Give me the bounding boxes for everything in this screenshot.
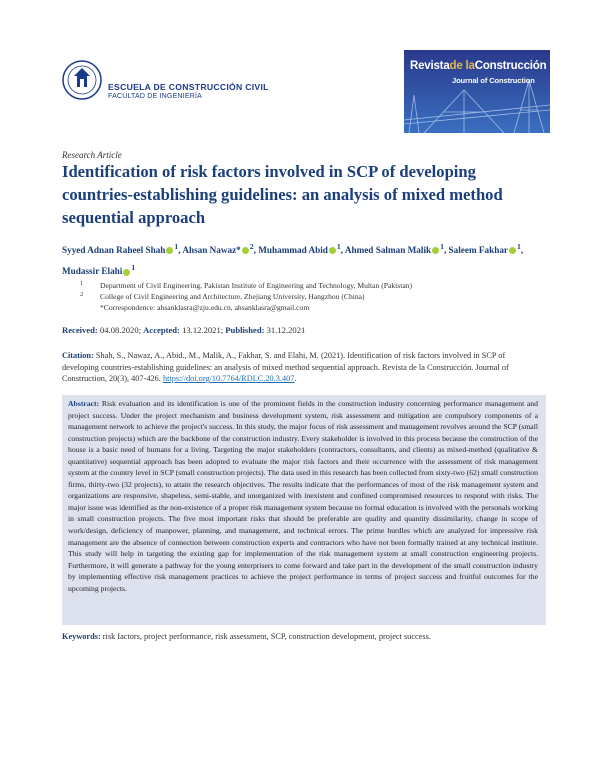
author-name[interactable]: Muhammad Abid xyxy=(258,245,328,256)
author-affiliation-mark: 1 xyxy=(440,242,444,251)
author-name[interactable]: Syyed Adnan Raheel Shah xyxy=(62,245,166,256)
keywords xyxy=(62,632,542,641)
journal-header xyxy=(0,0,600,140)
author-affiliation-mark: 1 xyxy=(517,242,521,251)
author-name[interactable]: Ahsan Nawaz* xyxy=(182,245,241,256)
published-label: Published: xyxy=(225,325,265,335)
received-date: 04.08.2020; xyxy=(99,325,142,335)
citation-text: Shah, S., Nawaz, A., Abid., M., Malik, A., Fakhar, S. and Elahi, M. (2021). Identification of risk factors involved in SCP of developing countries-establishing guidelines: an analysis of mixed method sequential approach. Revista de la Construcción. Journal of Construction, 20(3), 407-426. xyxy=(62,351,509,384)
orcid-icon[interactable] xyxy=(329,247,336,254)
keywords-label: Keywords: xyxy=(62,632,101,641)
author-affiliation-mark: 1 xyxy=(131,263,136,273)
affiliation-item xyxy=(80,291,550,302)
orcid-icon[interactable] xyxy=(509,247,516,254)
journal-title-b: de la xyxy=(449,60,475,72)
affiliation-text: Department of Civil Engineering, Pakistan Institute of Engineering and Technology, Multan (Pakistan) xyxy=(100,281,413,290)
orcid-icon[interactable] xyxy=(166,247,173,254)
doi-link[interactable]: https://doi.org/10.7764/RDLC.20.3.407 xyxy=(162,374,295,384)
faculty-name: FACULTAD DE INGENIERÍA xyxy=(108,93,202,100)
article-type: Research Article xyxy=(62,150,122,160)
affiliation-item xyxy=(80,280,550,291)
affiliation-text: College of Civil Engineering and Architecture, Zhejiang University, Hangzhou (China) xyxy=(100,292,365,301)
author-name[interactable]: Saleem Fakhar xyxy=(448,245,508,256)
abstract-label: Abstract: xyxy=(68,399,100,408)
university-seal-icon xyxy=(62,60,102,100)
abstract xyxy=(68,398,538,594)
author-affiliation-mark: 1 xyxy=(174,242,179,251)
accepted-date: 13.12.2021; xyxy=(182,325,224,335)
received-label: Received: xyxy=(62,325,98,335)
article-title: Identification of risk factors involved in SCP of developing countries-establishing guidelines: an analysis of mixed method sequential approach xyxy=(62,162,503,227)
orcid-icon[interactable] xyxy=(123,269,130,276)
citation-tail: . xyxy=(294,374,297,384)
author-affiliation-mark: 2 xyxy=(249,242,254,251)
citation-label: Citation: xyxy=(62,351,94,360)
keywords-text: risk factors, project performance, risk assessment, SCP, construction development, project success. xyxy=(102,632,431,641)
faculty-logo-text xyxy=(108,82,269,100)
author-name[interactable]: Mudassir Elahi xyxy=(62,266,123,277)
accepted-label: Accepted: xyxy=(143,325,180,335)
author-name[interactable]: Ahmed Salman Malik xyxy=(344,245,432,256)
affiliation-number: 1 xyxy=(80,280,84,287)
journal-title-c: Construcción xyxy=(474,60,547,72)
article-dates xyxy=(62,325,305,335)
orcid-icon[interactable] xyxy=(242,247,249,254)
author-affiliation-mark: 1 xyxy=(336,242,341,251)
affiliation-number: 2 xyxy=(80,291,84,298)
affiliations xyxy=(80,280,550,313)
school-name: ESCUELA DE CONSTRUCCIÓN CIVIL xyxy=(108,82,269,92)
correspondence xyxy=(80,302,550,313)
correspondence-text[interactable]: *Correspondence: ahsanklasra@zju.edu.cn, ahsanklasra@gmail.com xyxy=(100,303,310,312)
orcid-icon[interactable] xyxy=(432,247,439,254)
abstract-text: Risk evaluation and its identification is one of the prominent fields in the construction industry concerning performance management and project success. Under the project mechanism and business development system, risk assessment and mitigation are compulsory components of a management network to achieve the project's success. In this study, the major focus of risk assessment and management revolves around the SCP (small construction projects) which are the backbone of the construction industry. Every stakeholder is involved in this process because the construction of the house is a basic need of humans for a living. Targeting the major stakeholders (contractors, consultants, and clients) as mixed-method (qualitative & quantitative) sequential approach has been adopted to evaluate the major risk factors and their occurrence with the assessment of risk management system at the country level in SCP (small construction projects). The data used in this research has been collected from sixty-two (62) small construction firms, thirty-two (32 projects), to attain the research objectives. The results indicate that the performances of most of the risk management system and organizations are responsive, shapeless, semi-stable, and unorganized with inexistent and confined compromised resources to respond with risks. The major issue was identified as the non-existence of a proper risk management system because no formal education is involved with the personals working in small construction projects. The five most important risks that should be preferable are quality and quantity dissimilarity, change in scope of work/design, deficiency of manpower, planning, and management, and technical errors. The prime hurdles which are analyzed for impressive risk management are the absence of connection between construction experts and contractors who have not been formally trained at any technical institute. This study will help in targeting the existing gap for implementation of the risk management system at small construction engineering projects. Furthermore, it will generate a pathway for the young enterprisers to come forward and take part in the development of the small construction industry by implementing effective risk management practices to achieve the project performance in terms of project success and fruitful outcomes for the upcoming projects. xyxy=(68,399,538,593)
journal-title xyxy=(410,60,550,72)
journal-title-a: Revista xyxy=(410,60,450,72)
citation xyxy=(62,350,542,385)
author-list: Syyed Adnan Raheel Shah $^1$, Ahsan Nawaz* $^2$, Muhammad Abid $^1$, Ahmed Salman Malik $^1$, Saleem Fakhar $^1$, Mudassir Elahi $^1$ xyxy=(62,242,524,277)
journal-subtitle: Journal of Construction xyxy=(452,76,535,85)
published-date: 31.12.2021 xyxy=(266,325,306,335)
